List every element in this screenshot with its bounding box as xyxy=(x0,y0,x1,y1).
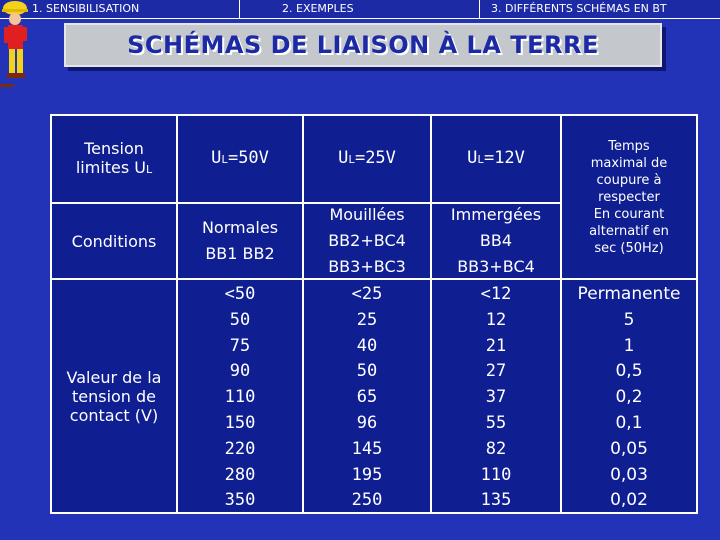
row-label-valeur-line: Valeur de la xyxy=(66,367,162,387)
condition-line: BB3+BC3 xyxy=(328,257,406,276)
title-banner xyxy=(64,23,662,67)
condition-immergees xyxy=(432,204,560,278)
table-cell: 5 xyxy=(623,309,635,330)
table-cell: 50 xyxy=(229,309,251,330)
table-cell: 0,2 xyxy=(615,387,643,408)
table-cell: 96 xyxy=(356,412,378,433)
condition-line: Normales xyxy=(201,218,279,237)
header-value: =50V xyxy=(227,147,269,168)
table-cell: 195 xyxy=(351,464,383,485)
table-cell: <12 xyxy=(480,284,512,304)
condition-line: BB3+BC4 xyxy=(457,257,535,276)
table-cell: 12 xyxy=(485,309,507,330)
condition-line: BB1 BB2 xyxy=(205,244,275,263)
row-label-valeur-line: contact (V) xyxy=(69,405,159,425)
table-cell: 21 xyxy=(485,335,507,356)
values-column-50v xyxy=(178,280,302,512)
nav-divider xyxy=(239,0,240,18)
table-cell: 0,5 xyxy=(615,361,643,382)
row-label-valeur xyxy=(52,280,176,512)
table-cell: 75 xyxy=(229,335,251,356)
table-cell: 150 xyxy=(224,412,256,433)
table-cell: 90 xyxy=(229,361,251,382)
header-value: =12V xyxy=(483,147,525,168)
table-cell: 0,05 xyxy=(610,438,648,459)
header-sub: L xyxy=(348,152,355,166)
table-cell: 37 xyxy=(485,387,507,408)
values-column-temps xyxy=(562,280,696,512)
table-cell: 145 xyxy=(351,438,383,459)
time-header-line: coupure à xyxy=(596,172,662,188)
header-main: U xyxy=(338,147,349,168)
row-label-valeur-line: tension de xyxy=(71,386,157,406)
tab-sensibilisation[interactable]: 1. SENSIBILISATION xyxy=(32,2,140,15)
values-column-25v xyxy=(304,280,430,512)
table-cell: 350 xyxy=(224,490,256,511)
table-cell: 250 xyxy=(351,490,383,511)
time-header-line: sec (50Hz) xyxy=(594,240,664,256)
condition-mouillees xyxy=(304,204,430,278)
header-sub: L xyxy=(477,152,484,166)
condition-line: Immergées xyxy=(450,205,542,224)
time-header-line: Temps xyxy=(608,138,650,154)
row-label-tension-line1: Tension xyxy=(84,139,144,158)
row-label-tension xyxy=(52,116,176,202)
header-ul-12 xyxy=(432,116,560,202)
table-cell: 220 xyxy=(224,438,256,459)
header-sub: L xyxy=(221,152,228,166)
condition-normales xyxy=(178,204,302,278)
nav-divider xyxy=(479,0,480,18)
time-header-line: En courant xyxy=(593,206,665,222)
table-cell: 1 xyxy=(623,335,635,356)
table-cell: 280 xyxy=(224,464,256,485)
table-cell: <25 xyxy=(351,284,383,304)
table-cell: 50 xyxy=(356,361,378,382)
table-cell: 40 xyxy=(356,335,378,356)
condition-line: Mouillées xyxy=(329,205,405,224)
table-cell: 82 xyxy=(485,438,507,459)
table-cell: 0,03 xyxy=(610,464,648,485)
condition-line: BB4 xyxy=(479,231,513,250)
header-temps-coupure xyxy=(562,116,696,278)
time-header-line: maximal de xyxy=(590,155,668,171)
row-label-tension-line2: limites U xyxy=(75,158,147,177)
table-cell: <50 xyxy=(224,284,256,304)
header-ul-25 xyxy=(304,116,430,202)
header-value: =25V xyxy=(354,147,396,168)
table-cell: 65 xyxy=(356,387,378,408)
header-main: U xyxy=(211,147,222,168)
table-cell: 0,02 xyxy=(610,490,648,511)
time-header-line: respecter xyxy=(598,189,660,205)
worker-mascot-icon xyxy=(0,0,34,92)
table-cell: 55 xyxy=(485,412,507,433)
row-label-tension-sub: L xyxy=(146,163,153,176)
table-cell: 135 xyxy=(480,490,512,511)
grounding-table xyxy=(50,114,698,514)
values-column-12v xyxy=(432,280,560,512)
time-header-line: alternatif en xyxy=(589,223,669,239)
table-cell: Permanente xyxy=(577,284,681,304)
table-cell: 27 xyxy=(485,361,507,382)
table-cell: 110 xyxy=(480,464,512,485)
row-label-conditions xyxy=(52,204,176,278)
condition-line: BB2+BC4 xyxy=(328,231,406,250)
tab-exemples[interactable]: 2. EXEMPLES xyxy=(282,2,354,15)
table-cell: 0,1 xyxy=(615,412,643,433)
table-cell: 25 xyxy=(356,309,378,330)
top-navigation-bar xyxy=(0,0,720,19)
page-title: SCHÉMAS DE LIAISON À LA TERRE xyxy=(127,31,599,59)
header-main: U xyxy=(467,147,478,168)
table-cell: 110 xyxy=(224,387,256,408)
header-ul-50 xyxy=(178,116,302,202)
tab-differents-schemas[interactable]: 3. DIFFÉRENTS SCHÉMAS EN BT xyxy=(491,2,667,15)
row-label-conditions-text: Conditions xyxy=(71,231,157,251)
